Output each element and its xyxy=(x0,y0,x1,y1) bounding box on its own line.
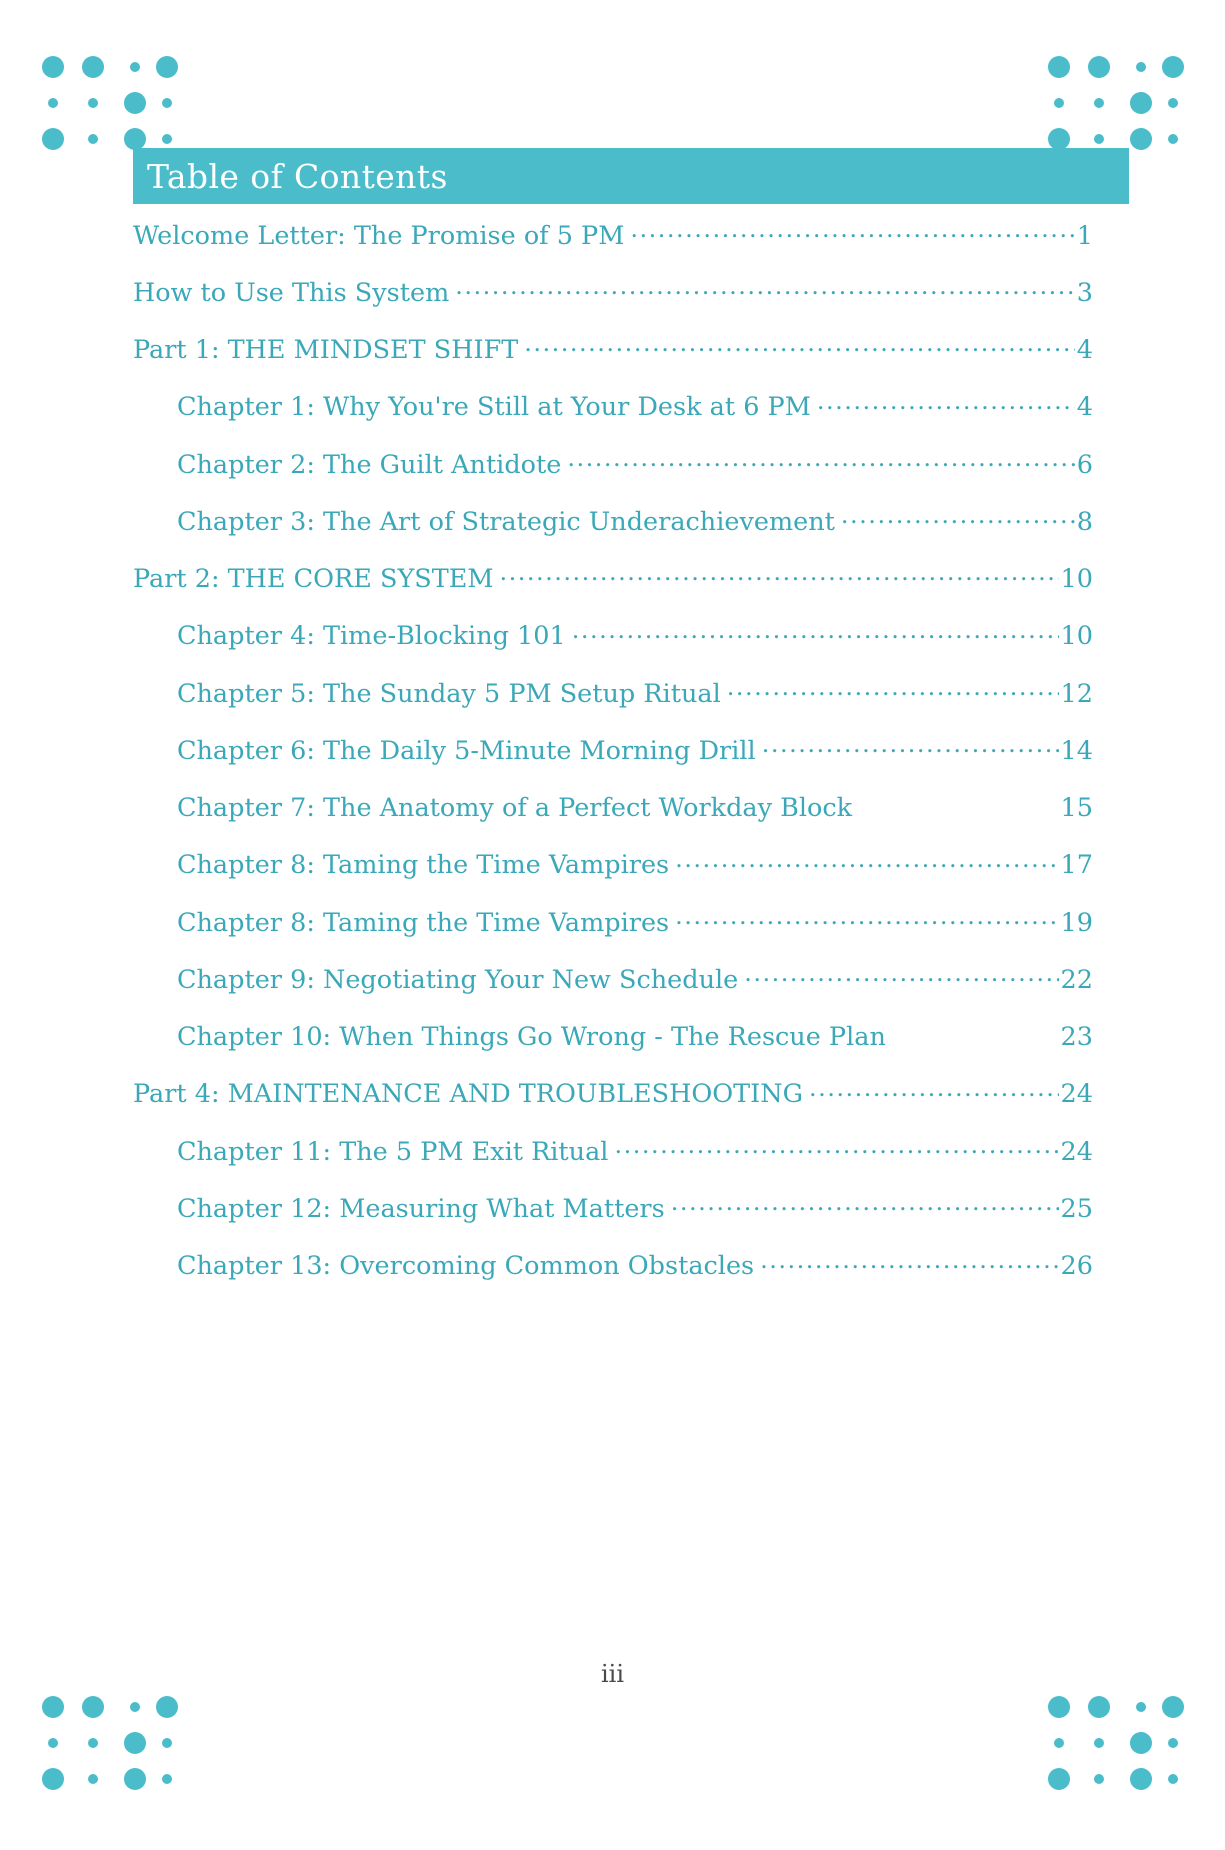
toc-entry-label: Part 4: MAINTENANCE AND TROUBLESHOOTING xyxy=(133,1079,803,1110)
toc-entry-label: Chapter 9: Negotiating Your New Schedule xyxy=(177,964,739,995)
toc-entry-page-number: 10 xyxy=(1060,621,1093,652)
toc-entry[interactable] xyxy=(133,562,1093,593)
toc-entry-label: Welcome Letter: The Promise of 5 PM xyxy=(133,220,625,251)
toc-leader-dots xyxy=(572,619,1059,645)
toc-leader-dots xyxy=(744,962,1058,988)
toc-leader-dots xyxy=(727,676,1059,702)
toc-entry-label: Chapter 3: The Art of Strategic Underachievement xyxy=(177,506,835,537)
toc-entry-page-number: 24 xyxy=(1060,1079,1093,1110)
toc-entry-page-number: 15 xyxy=(1060,793,1093,824)
toc-entry-label: Part 1: THE MINDSET SHIFT xyxy=(133,335,519,366)
toc-entry-label: Chapter 12: Measuring What Matters xyxy=(177,1194,665,1225)
toc-entry-page-number: 6 xyxy=(1076,449,1093,480)
toc-entry-label: Part 2: THE CORE SYSTEM xyxy=(133,564,494,595)
toc-entry-page-number: 24 xyxy=(1060,1136,1093,1167)
table-of-contents xyxy=(133,218,1093,1306)
toc-entry[interactable] xyxy=(133,1192,1093,1223)
toc-entry-label: Chapter 11: The 5 PM Exit Ritual xyxy=(177,1136,609,1167)
toc-entry[interactable] xyxy=(133,447,1093,478)
toc-entry-page-number: 25 xyxy=(1060,1194,1093,1225)
toc-leader-dots xyxy=(614,1134,1058,1160)
toc-entry-label: How to Use This System xyxy=(133,277,450,308)
toc-entry[interactable] xyxy=(133,676,1093,707)
toc-entry[interactable] xyxy=(133,390,1093,421)
toc-entry[interactable] xyxy=(133,1077,1093,1108)
toc-leader-dots xyxy=(671,1192,1059,1218)
toc-entry[interactable] xyxy=(133,962,1093,993)
corner-dots-decoration xyxy=(1040,1690,1190,1790)
toc-leader-dots xyxy=(762,733,1059,759)
toc-leader-dots xyxy=(841,504,1075,530)
toc-entry[interactable] xyxy=(133,333,1093,364)
toc-entry-label: Chapter 4: Time-Blocking 101 xyxy=(177,621,566,652)
toc-entry-page-number: 8 xyxy=(1076,506,1093,537)
toc-entry-label: Chapter 8: Taming the Time Vampires xyxy=(177,907,670,938)
page-number: iii xyxy=(600,1660,625,1688)
toc-entry-label: Chapter 10: When Things Go Wrong - The Rescue Plan xyxy=(177,1022,886,1053)
toc-entry-page-number: 1 xyxy=(1076,220,1093,251)
toc-leader-dots xyxy=(817,390,1075,416)
toc-leader-dots xyxy=(455,275,1075,301)
toc-entry-label: Chapter 8: Taming the Time Vampires xyxy=(177,850,670,881)
toc-entry-page-number: 26 xyxy=(1060,1251,1093,1282)
toc-leader-dots xyxy=(892,1020,1059,1046)
toc-entry[interactable] xyxy=(133,504,1093,535)
toc-leader-dots xyxy=(858,791,1058,817)
page-title-banner xyxy=(133,148,1129,204)
toc-entry-label: Chapter 2: The Guilt Antidote xyxy=(177,449,562,480)
toc-leader-dots xyxy=(524,333,1075,359)
toc-leader-dots xyxy=(675,905,1058,931)
toc-entry-page-number: 4 xyxy=(1076,392,1093,423)
toc-entry-page-number: 19 xyxy=(1060,907,1093,938)
toc-entry-page-number: 22 xyxy=(1060,964,1093,995)
toc-entry[interactable] xyxy=(133,218,1093,249)
toc-entry-page-number: 23 xyxy=(1060,1022,1093,1053)
toc-entry-page-number: 17 xyxy=(1060,850,1093,881)
toc-leader-dots xyxy=(809,1077,1059,1103)
corner-dots-decoration xyxy=(34,50,184,150)
corner-dots-decoration xyxy=(34,1690,184,1790)
toc-entry-page-number: 14 xyxy=(1060,735,1093,766)
toc-entry-label: Chapter 5: The Sunday 5 PM Setup Ritual xyxy=(177,678,721,709)
toc-entry[interactable] xyxy=(133,733,1093,764)
toc-entry[interactable] xyxy=(133,905,1093,936)
toc-entry[interactable] xyxy=(133,791,1093,822)
toc-leader-dots xyxy=(630,218,1074,244)
toc-entry-label: Chapter 13: Overcoming Common Obstacles xyxy=(177,1251,755,1282)
page-title: Table of Contents xyxy=(147,156,448,196)
toc-entry-label: Chapter 1: Why You're Still at Your Desk at 6 PM xyxy=(177,392,811,423)
toc-entry[interactable] xyxy=(133,619,1093,650)
toc-entry-page-number: 12 xyxy=(1060,678,1093,709)
toc-entry[interactable] xyxy=(133,1020,1093,1051)
toc-entry-label: Chapter 7: The Anatomy of a Perfect Workday Block xyxy=(177,793,853,824)
toc-entry[interactable] xyxy=(133,275,1093,306)
toc-entry[interactable] xyxy=(133,1134,1093,1165)
toc-leader-dots xyxy=(500,562,1059,588)
toc-leader-dots xyxy=(567,447,1074,473)
toc-entry-page-number: 4 xyxy=(1076,335,1093,366)
toc-entry[interactable] xyxy=(133,1249,1093,1280)
toc-entry-label: Chapter 6: The Daily 5-Minute Morning Drill xyxy=(177,735,756,766)
toc-entry[interactable] xyxy=(133,848,1093,879)
toc-entry-page-number: 3 xyxy=(1076,277,1093,308)
toc-leader-dots xyxy=(760,1249,1058,1275)
toc-leader-dots xyxy=(675,848,1058,874)
corner-dots-decoration xyxy=(1040,50,1190,150)
toc-entry-page-number: 10 xyxy=(1060,564,1093,595)
